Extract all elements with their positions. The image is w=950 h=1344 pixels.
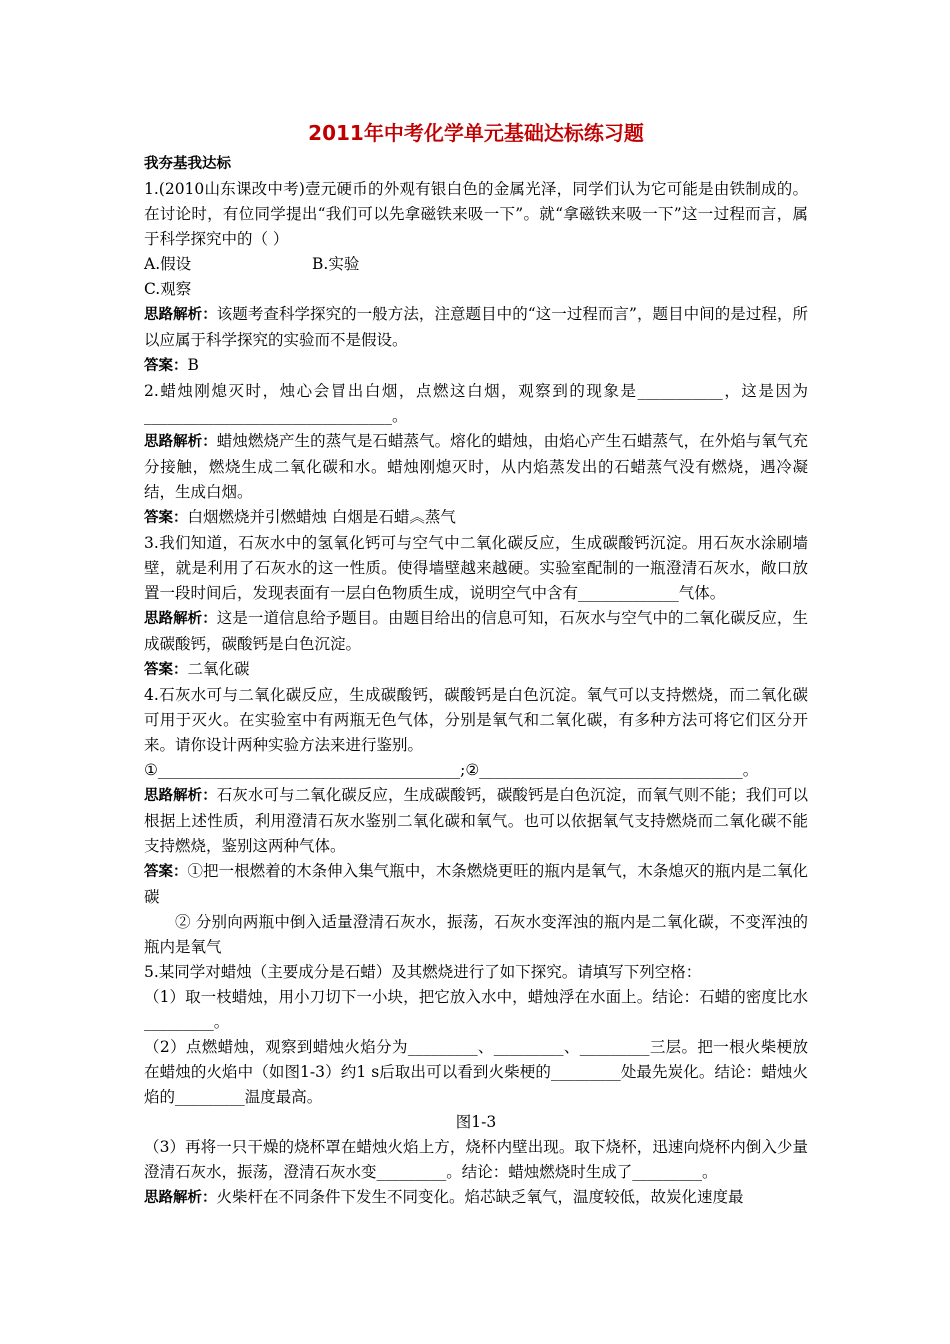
question-4-blanks: ①_______________________________________;②__________________________________。 <box>144 761 759 779</box>
question-2-analysis <box>144 429 808 505</box>
question-5-part-2: （2）点燃蜡烛，观察到蜡烛火焰分为_________、_________、_________三层。把一根火柴梗放在蜡烛的火焰中（如图1-3）约1 s后取出可以看到火柴梗的_________处最先炭化。结论：蜡烛火焰的_________温度最高。 <box>144 1038 808 1106</box>
question-3-answer <box>144 657 808 683</box>
question-5-stem: 5.某同学对蜡烛（主要成分是石蜡）及其燃烧进行了如下探究。请填写下列空格： <box>144 963 702 981</box>
question-2-stem: 2.蜡烛刚熄灭时，烛心会冒出白烟，点燃这白烟，观察到的现象是___________，这是因为________________________________。 <box>144 382 808 425</box>
question-1-options <box>144 252 808 277</box>
document-page <box>144 118 808 1211</box>
answer-label: 答案： <box>144 510 188 526</box>
analysis-text: 该题考查科学探究的一般方法，注意题目中的“这一过程而言”，题目中间的是过程，所以应属于科学探究的实验而不是假设。 <box>144 305 808 349</box>
answer-label: 答案： <box>144 662 188 678</box>
question-1-answer <box>144 353 808 379</box>
question-1-stem: 1.(2010山东课改中考)壹元硬币的外观有银白色的金属光泽，同学们认为它可能是由铁制成的。在讨论时，有位同学提出“我们可以先拿磁铁来吸一下”。就“拿磁铁来吸一下”这一过程而言，属于科学探究中的（ ） <box>144 180 808 248</box>
analysis-text: 火柴杆在不同条件下发生不同变化。焰芯缺乏氧气，温度较低，故炭化速度最 <box>216 1188 744 1206</box>
option-c: C.观察 <box>144 280 192 298</box>
page-title: 2011年中考化学单元基础达标练习题 <box>308 121 644 145</box>
question-5-part-3: （3）再将一只干燥的烧杯罩在蜡烛火焰上方，烧杯内壁出现。取下烧杯，迅速向烧杯内倒入少量澄清石灰水，振荡，澄清石灰水变_________。结论：蜡烛燃烧时生成了_________。 <box>144 1138 808 1181</box>
option-b: B.实验 <box>312 255 360 273</box>
figure-caption: 图1-3 <box>455 1113 497 1131</box>
answer-text: ①把一根燃着的木条伸入集气瓶中，木条燃烧更旺的瓶内是氧气，木条熄灭的瓶内是二氧化碳 <box>144 862 808 906</box>
question-2-answer <box>144 505 808 531</box>
analysis-label: 思路解析： <box>144 788 217 804</box>
answer-text: 白烟燃烧并引燃蜡烛 白烟是石蜡︽蒸气 <box>187 508 456 526</box>
question-1-analysis <box>144 302 808 353</box>
question-5-part-1: （1）取一枝蜡烛，用小刀切下一小块，把它放入水中，蜡烛浮在水面上。结论：石蜡的密度比水_________。 <box>144 988 808 1031</box>
option-a: A.假设 <box>144 255 192 273</box>
analysis-label: 思路解析： <box>144 307 217 323</box>
analysis-text: 蜡烛燃烧产生的蒸气是石蜡蒸气。熔化的蜡烛，由焰心产生石蜡蒸气，在外焰与氧气充分接触，燃烧生成二氧化碳和水。蜡烛刚熄灭时，从内焰蒸发出的石蜡蒸气没有燃烧，遇冷凝结，生成白烟。 <box>144 432 808 501</box>
question-3-analysis <box>144 606 808 657</box>
analysis-text: 石灰水可与二氧化碳反应，生成碳酸钙，碳酸钙是白色沉淀，而氧气则不能；我们可以根据上述性质，利用澄清石灰水鉴别二氧化碳和氧气。也可以依据氧气支持燃烧而二氧化碳不能支持燃烧，鉴别这两种气体。 <box>144 786 808 855</box>
question-5-analysis <box>144 1185 808 1211</box>
question-3-stem: 3.我们知道，石灰水中的氢氧化钙可与空气中二氧化碳反应，生成碳酸钙沉淀。用石灰水涂刷墙壁，就是利用了石灰水的这一性质。使得墙壁越来越硬。实验室配制的一瓶澄清石灰水，敞口放置一段时间后，发现表面有一层白色物质生成，说明空气中含有_____________气体。 <box>144 534 808 602</box>
analysis-label: 思路解析： <box>144 611 217 627</box>
analysis-label: 思路解析： <box>144 434 217 450</box>
question-4-answer-2: ② 分别向两瓶中倒入适量澄清石灰水，振荡，石灰水变浑浊的瓶内是二氧化碳，不变浑浊的瓶内是氧气 <box>144 913 808 956</box>
question-4-answer <box>144 859 808 910</box>
section-heading: 我夯基我达标 <box>144 156 231 172</box>
question-4-analysis <box>144 783 808 859</box>
question-4-stem: 4.石灰水可与二氧化碳反应，生成碳酸钙，碳酸钙是白色沉淀。氧气可以支持燃烧，而二氧化碳可用于灭火。在实验室中有两瓶无色气体，分别是氧气和二氧化碳，有多种方法可将它们区分开来。请你设计两种实验方法来进行鉴别。 <box>144 686 808 754</box>
answer-label: 答案： <box>144 358 188 374</box>
analysis-label: 思路解析： <box>144 1190 217 1206</box>
analysis-text: 这是一道信息给予题目。由题目给出的信息可知，石灰水与空气中的二氧化碳反应，生成碳酸钙，碳酸钙是白色沉淀。 <box>144 609 808 653</box>
answer-label: 答案： <box>144 864 188 880</box>
answer-text: B <box>187 356 199 374</box>
answer-text: 二氧化碳 <box>187 660 250 678</box>
